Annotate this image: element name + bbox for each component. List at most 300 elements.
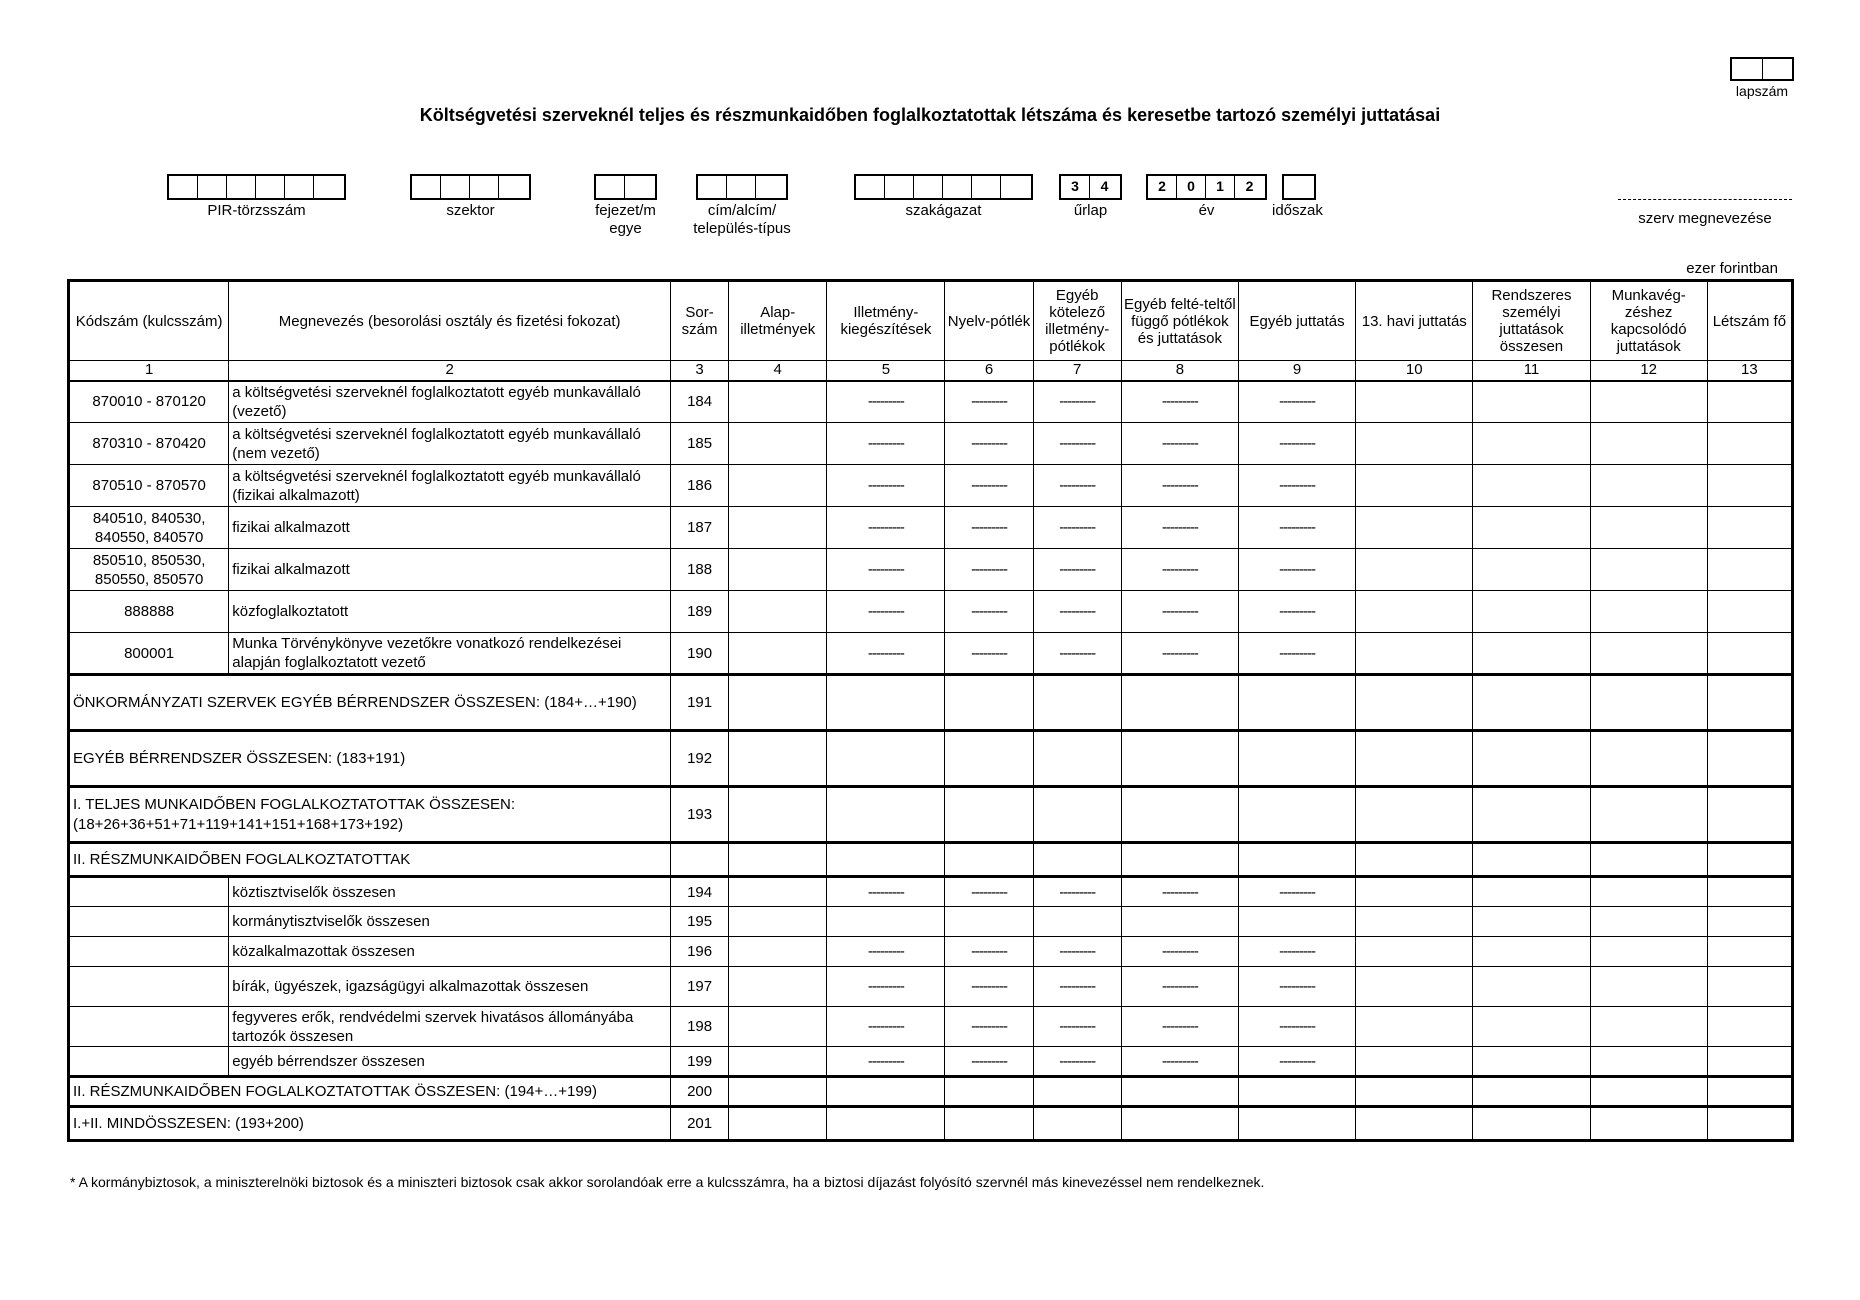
input-cell[interactable] — [827, 675, 945, 731]
szektor-label: szektor — [446, 202, 495, 219]
column-header-2: Megnevezés (besorolási osztály és fizetési fokozat) — [229, 281, 671, 361]
szakagazat-cell[interactable] — [914, 176, 943, 198]
table-row — [69, 423, 1793, 465]
empty-cell — [671, 843, 729, 877]
input-cell[interactable] — [1707, 423, 1792, 465]
na-cell: --------- — [1238, 937, 1355, 967]
na-cell: --------- — [1033, 381, 1121, 423]
total-row — [69, 1107, 1793, 1141]
input-cell[interactable] — [1707, 633, 1792, 675]
input-cell[interactable] — [729, 507, 827, 549]
szakagazat-cell[interactable] — [972, 176, 1001, 198]
input-cell[interactable] — [1473, 967, 1590, 1007]
na-cell: --------- — [1033, 465, 1121, 507]
szektor-field — [396, 174, 546, 220]
input-cell[interactable] — [1473, 591, 1590, 633]
na-cell: --------- — [1121, 423, 1238, 465]
input-cell[interactable] — [1590, 549, 1707, 591]
input-cell[interactable] — [1590, 1107, 1707, 1141]
na-cell: --------- — [1121, 381, 1238, 423]
name-cell: a költségvetési szerveknél foglalkoztatott egyéb munkavállaló (fizikai alkalmazott) — [229, 465, 671, 507]
input-cell[interactable] — [945, 1107, 1033, 1141]
input-cell[interactable] — [1356, 907, 1473, 937]
code-cell — [69, 1007, 229, 1047]
input-cell[interactable] — [1707, 1077, 1792, 1107]
input-cell[interactable] — [1121, 1107, 1238, 1141]
row-number-cell: 196 — [671, 937, 729, 967]
input-cell[interactable] — [1356, 731, 1473, 787]
input-cell[interactable] — [1356, 633, 1473, 675]
input-cell[interactable] — [1356, 465, 1473, 507]
szektor-cell[interactable] — [441, 176, 470, 198]
row-number-cell: 195 — [671, 907, 729, 937]
input-cell[interactable] — [945, 907, 1033, 937]
column-number-2: 2 — [229, 361, 671, 381]
input-cell[interactable] — [945, 731, 1033, 787]
input-cell[interactable] — [1033, 675, 1121, 731]
input-cell[interactable] — [1590, 1007, 1707, 1047]
na-cell: --------- — [1121, 633, 1238, 675]
na-cell: --------- — [1121, 591, 1238, 633]
organization-name-line[interactable] — [1618, 199, 1792, 200]
section-label: II. RÉSZMUNKAIDŐBEN FOGLALKOZTATOTTAK — [69, 843, 671, 877]
pir-torzsszam-boxes[interactable] — [167, 174, 346, 200]
na-cell: --------- — [945, 381, 1033, 423]
input-cell[interactable] — [1590, 423, 1707, 465]
na-cell: --------- — [1238, 507, 1355, 549]
input-cell[interactable] — [945, 1077, 1033, 1107]
code-cell — [69, 1047, 229, 1077]
code-cell: 800001 — [69, 633, 229, 675]
na-cell: --------- — [945, 633, 1033, 675]
table-row — [69, 967, 1793, 1007]
column-header-1: Kódszám (kulcsszám) — [69, 281, 229, 361]
name-cell: a költségvetési szerveknél foglalkoztatott egyéb munkavállaló (vezető) — [229, 381, 671, 423]
idoszak-cell[interactable] — [1284, 176, 1313, 198]
input-cell[interactable] — [729, 465, 827, 507]
input-cell[interactable] — [1473, 507, 1590, 549]
table-row — [69, 591, 1793, 633]
ev-boxes[interactable] — [1146, 174, 1267, 200]
code-cell: 870010 - 870120 — [69, 381, 229, 423]
input-cell[interactable] — [729, 633, 827, 675]
footnote: * A kormánybiztosok, a miniszterelnöki biztosok és a miniszteri biztosok csak akkor sorolandóak erre a kulcsszámra, ha a biztosi díjazást folyósító szervnél más kinevezéssel nem rendelkeznek. — [70, 1174, 1265, 1190]
na-cell: --------- — [1033, 507, 1121, 549]
urlap-cell[interactable]: 3 — [1061, 176, 1090, 198]
input-cell[interactable] — [1473, 907, 1590, 937]
input-cell[interactable] — [1590, 907, 1707, 937]
fejezet-field — [586, 174, 666, 238]
input-cell[interactable] — [1707, 967, 1792, 1007]
fejezet-cell[interactable] — [625, 176, 654, 198]
input-cell[interactable] — [1590, 787, 1707, 843]
input-cell[interactable] — [1356, 967, 1473, 1007]
input-cell[interactable] — [1473, 465, 1590, 507]
na-cell: --------- — [945, 967, 1033, 1007]
input-cell[interactable] — [1033, 787, 1121, 843]
urlap-boxes[interactable] — [1059, 174, 1122, 200]
szakagazat-cell[interactable] — [856, 176, 885, 198]
table-row — [69, 465, 1793, 507]
input-cell[interactable] — [1121, 787, 1238, 843]
column-header-13: Létszám fő — [1707, 281, 1792, 361]
unit-label: ezer forintban — [1686, 260, 1778, 277]
urlap-label: űrlap — [1073, 202, 1108, 219]
szakagazat-cell[interactable] — [885, 176, 914, 198]
input-cell[interactable] — [827, 1107, 945, 1141]
row-number-cell: 194 — [671, 877, 729, 907]
na-cell: --------- — [1238, 877, 1355, 907]
pir-torzsszam-cell[interactable] — [285, 176, 314, 198]
column-number-7: 7 — [1033, 361, 1121, 381]
row-number-cell: 190 — [671, 633, 729, 675]
code-cell: 840510, 840530, 840550, 840570 — [69, 507, 229, 549]
input-cell[interactable] — [729, 1007, 827, 1047]
input-cell[interactable] — [1033, 907, 1121, 937]
input-cell[interactable] — [1033, 1077, 1121, 1107]
input-cell[interactable] — [1590, 633, 1707, 675]
input-cell[interactable] — [1121, 1077, 1238, 1107]
na-cell: --------- — [945, 465, 1033, 507]
organization-name-field — [1618, 199, 1792, 227]
column-number-1: 1 — [69, 361, 229, 381]
input-cell[interactable] — [1473, 1077, 1590, 1107]
input-cell[interactable] — [1356, 1077, 1473, 1107]
column-number-6: 6 — [945, 361, 1033, 381]
row-number-cell: 189 — [671, 591, 729, 633]
input-cell[interactable] — [729, 787, 827, 843]
na-cell: --------- — [1033, 1047, 1121, 1077]
na-cell: --------- — [1121, 1007, 1238, 1047]
input-cell[interactable] — [1356, 1107, 1473, 1141]
empty-cell — [1121, 843, 1238, 877]
cim-alcim-cell[interactable] — [756, 176, 785, 198]
na-cell: --------- — [945, 1047, 1033, 1077]
input-cell[interactable] — [1238, 731, 1355, 787]
input-cell[interactable] — [827, 731, 945, 787]
ev-label: év — [1198, 202, 1215, 219]
na-cell: --------- — [827, 591, 945, 633]
name-cell: fegyveres erők, rendvédelmi szervek hivatásos állományába tartozók összesen — [229, 1007, 671, 1047]
ev-cell[interactable]: 1 — [1206, 176, 1235, 198]
input-cell[interactable] — [729, 423, 827, 465]
cim-alcim-cell[interactable] — [698, 176, 727, 198]
input-cell[interactable] — [1707, 591, 1792, 633]
ev-cell[interactable]: 2 — [1148, 176, 1177, 198]
na-cell: --------- — [827, 633, 945, 675]
row-number-cell: 188 — [671, 549, 729, 591]
na-cell: --------- — [1033, 937, 1121, 967]
column-header-7: Egyéb kötelező illetmény-pótlékok — [1033, 281, 1121, 361]
input-cell[interactable] — [1590, 967, 1707, 1007]
ev-cell[interactable]: 0 — [1177, 176, 1206, 198]
na-cell: --------- — [1238, 633, 1355, 675]
na-cell: --------- — [1121, 507, 1238, 549]
fejezet-cell[interactable] — [596, 176, 625, 198]
na-cell: --------- — [827, 465, 945, 507]
column-number-5: 5 — [827, 361, 945, 381]
input-cell[interactable] — [1473, 787, 1590, 843]
fejezet-boxes[interactable] — [594, 174, 657, 200]
urlap-cell[interactable]: 4 — [1100, 178, 1109, 194]
name-cell: köztisztviselők összesen — [229, 877, 671, 907]
empty-cell — [729, 843, 827, 877]
input-cell[interactable] — [1121, 907, 1238, 937]
input-cell[interactable] — [1590, 731, 1707, 787]
column-number-9: 9 — [1238, 361, 1355, 381]
na-cell: --------- — [1238, 1047, 1355, 1077]
szektor-cell[interactable] — [499, 176, 528, 198]
szakagazat-cell[interactable] — [1001, 176, 1030, 198]
total-row — [69, 731, 1793, 787]
input-cell[interactable] — [1707, 787, 1792, 843]
input-cell[interactable] — [729, 877, 827, 907]
input-cell[interactable] — [1473, 1047, 1590, 1077]
na-cell: --------- — [945, 591, 1033, 633]
input-cell[interactable] — [1707, 675, 1792, 731]
ev-cell[interactable]: 2 — [1245, 178, 1254, 194]
input-cell[interactable] — [1356, 423, 1473, 465]
input-cell[interactable] — [1707, 549, 1792, 591]
input-cell[interactable] — [1590, 1077, 1707, 1107]
row-number-cell: 192 — [671, 731, 729, 787]
input-cell[interactable] — [1033, 731, 1121, 787]
table-row — [69, 1047, 1793, 1077]
input-cell[interactable] — [827, 787, 945, 843]
input-cell[interactable] — [1473, 423, 1590, 465]
row-number-cell: 185 — [671, 423, 729, 465]
name-cell: fizikai alkalmazott — [229, 549, 671, 591]
input-cell[interactable] — [1356, 787, 1473, 843]
input-cell[interactable] — [729, 907, 827, 937]
name-cell: Munka Törvénykönyve vezetőkre vonatkozó rendelkezései alapján foglalkoztatott vezető — [229, 633, 671, 675]
input-cell[interactable] — [729, 937, 827, 967]
input-cell[interactable] — [945, 787, 1033, 843]
na-cell: --------- — [827, 1007, 945, 1047]
input-cell[interactable] — [729, 675, 827, 731]
idoszak-label: időszak — [1272, 202, 1323, 219]
code-cell: 870510 - 870570 — [69, 465, 229, 507]
input-cell[interactable] — [1473, 877, 1590, 907]
total-label: I.+II. MINDÖSSZESEN: (193+200) — [69, 1107, 671, 1141]
input-cell[interactable] — [827, 907, 945, 937]
empty-cell — [945, 843, 1033, 877]
idoszak-boxes[interactable] — [1282, 174, 1316, 200]
input-cell[interactable] — [729, 591, 827, 633]
input-cell[interactable] — [1707, 937, 1792, 967]
input-cell[interactable] — [1473, 1107, 1590, 1141]
input-cell[interactable] — [1590, 591, 1707, 633]
pir-torzsszam-label: PIR-törzsszám — [207, 202, 306, 219]
input-cell[interactable] — [729, 1107, 827, 1141]
szektor-cell[interactable] — [412, 176, 441, 198]
input-cell[interactable] — [1238, 1107, 1355, 1141]
na-cell: --------- — [1033, 1007, 1121, 1047]
input-cell[interactable] — [1356, 937, 1473, 967]
input-cell[interactable] — [1356, 1007, 1473, 1047]
total-label: I. TELJES MUNKAIDŐBEN FOGLALKOZTATOTTAK ÖSSZESEN: (18+26+36+51+71+119+141+151+168+173+192) — [69, 787, 671, 843]
column-number-8: 8 — [1121, 361, 1238, 381]
na-cell: --------- — [827, 381, 945, 423]
input-cell[interactable] — [1707, 731, 1792, 787]
input-cell[interactable] — [729, 549, 827, 591]
organization-name-label: szerv megnevezése — [1638, 210, 1772, 227]
input-cell[interactable] — [1707, 1107, 1792, 1141]
na-cell: --------- — [1033, 423, 1121, 465]
column-header-12: Munkavég-zéshez kapcsolódó juttatások — [1590, 281, 1707, 361]
input-cell[interactable] — [1707, 507, 1792, 549]
column-header-4: Alap-illetmények — [729, 281, 827, 361]
input-cell[interactable] — [1121, 731, 1238, 787]
urlap-field — [1057, 174, 1125, 220]
input-cell[interactable] — [1473, 381, 1590, 423]
input-cell[interactable] — [1707, 381, 1792, 423]
input-cell[interactable] — [1238, 1077, 1355, 1107]
input-cell[interactable] — [1590, 675, 1707, 731]
empty-cell — [1238, 843, 1355, 877]
input-cell[interactable] — [827, 1077, 945, 1107]
total-label: II. RÉSZMUNKAIDŐBEN FOGLALKOZTATOTTAK ÖSSZESEN: (194+…+199) — [69, 1077, 671, 1107]
input-cell[interactable] — [1590, 877, 1707, 907]
pir-torzsszam-cell[interactable] — [256, 176, 285, 198]
total-row — [69, 675, 1793, 731]
row-number-cell: 199 — [671, 1047, 729, 1077]
cim-alcim-boxes[interactable] — [696, 174, 788, 200]
page-number-boxes[interactable] — [1730, 57, 1794, 81]
na-cell: --------- — [945, 1007, 1033, 1047]
input-cell[interactable] — [1473, 937, 1590, 967]
input-cell[interactable] — [1590, 465, 1707, 507]
column-header-9: Egyéb juttatás — [1238, 281, 1355, 361]
table-row — [69, 549, 1793, 591]
input-cell[interactable] — [1473, 549, 1590, 591]
na-cell: --------- — [1121, 937, 1238, 967]
input-cell[interactable] — [1238, 787, 1355, 843]
row-number-cell: 187 — [671, 507, 729, 549]
row-number-cell: 184 — [671, 381, 729, 423]
na-cell: --------- — [945, 507, 1033, 549]
page-number-field — [1730, 57, 1794, 99]
input-cell[interactable] — [729, 381, 827, 423]
code-cell: 870310 - 870420 — [69, 423, 229, 465]
pir-torzsszam-cell[interactable] — [227, 176, 256, 198]
column-number-12: 12 — [1590, 361, 1707, 381]
table-row — [69, 937, 1793, 967]
idoszak-field — [1272, 174, 1340, 220]
input-cell[interactable] — [729, 731, 827, 787]
na-cell: --------- — [827, 507, 945, 549]
szektor-cell[interactable] — [470, 176, 499, 198]
na-cell: --------- — [1238, 423, 1355, 465]
input-cell[interactable] — [1707, 1047, 1792, 1077]
column-header-6: Nyelv-pótlék — [945, 281, 1033, 361]
input-cell[interactable] — [1590, 1047, 1707, 1077]
na-cell: --------- — [1033, 591, 1121, 633]
szakagazat-cell[interactable] — [943, 176, 972, 198]
column-number-11: 11 — [1473, 361, 1590, 381]
input-cell[interactable] — [1356, 877, 1473, 907]
na-cell: --------- — [1121, 967, 1238, 1007]
name-cell: fizikai alkalmazott — [229, 507, 671, 549]
table-row — [69, 507, 1793, 549]
szakagazat-boxes[interactable] — [854, 174, 1033, 200]
row-number-cell: 186 — [671, 465, 729, 507]
input-cell[interactable] — [1356, 381, 1473, 423]
na-cell: --------- — [827, 937, 945, 967]
input-cell[interactable] — [1707, 877, 1792, 907]
pir-torzsszam-cell[interactable] — [198, 176, 227, 198]
input-cell[interactable] — [1590, 507, 1707, 549]
na-cell: --------- — [1121, 1047, 1238, 1077]
input-cell[interactable] — [1238, 907, 1355, 937]
input-cell[interactable] — [1238, 675, 1355, 731]
table-row — [69, 907, 1793, 937]
row-number-cell: 200 — [671, 1077, 729, 1107]
input-cell[interactable] — [729, 967, 827, 1007]
input-cell[interactable] — [1707, 465, 1792, 507]
szektor-boxes[interactable] — [410, 174, 531, 200]
input-cell[interactable] — [1473, 633, 1590, 675]
form-title: Költségvetési szerveknél teljes és részmunkaidőben foglalkoztatottak létszáma és keresetbe tartozó személyi juttatásai — [419, 105, 1441, 125]
empty-cell — [1033, 843, 1121, 877]
input-cell[interactable] — [1707, 907, 1792, 937]
na-cell: --------- — [1121, 877, 1238, 907]
input-cell[interactable] — [1356, 675, 1473, 731]
na-cell: --------- — [1238, 549, 1355, 591]
na-cell: --------- — [1121, 549, 1238, 591]
row-number-cell: 191 — [671, 675, 729, 731]
input-cell[interactable] — [1707, 1007, 1792, 1047]
szakagazat-label: szakágazat — [905, 202, 982, 219]
input-cell[interactable] — [1473, 731, 1590, 787]
table-row — [69, 381, 1793, 423]
na-cell: --------- — [945, 423, 1033, 465]
section-header-row — [69, 843, 1793, 877]
input-cell[interactable] — [1590, 381, 1707, 423]
column-number-4: 4 — [729, 361, 827, 381]
cim-alcim-cell[interactable] — [727, 176, 756, 198]
input-cell[interactable] — [1121, 675, 1238, 731]
na-cell: --------- — [827, 423, 945, 465]
input-cell[interactable] — [1356, 591, 1473, 633]
na-cell: --------- — [827, 877, 945, 907]
input-cell[interactable] — [1356, 549, 1473, 591]
column-number-13: 13 — [1707, 361, 1792, 381]
column-header-8: Egyéb felté-teltől függő pótlékok és juttatások — [1121, 281, 1238, 361]
data-table — [67, 279, 1794, 1142]
input-cell[interactable] — [1356, 1047, 1473, 1077]
column-header-3: Sor-szám — [671, 281, 729, 361]
input-cell[interactable] — [729, 1077, 827, 1107]
name-cell: egyéb bérrendszer összesen — [229, 1047, 671, 1077]
input-cell[interactable] — [1033, 1107, 1121, 1141]
code-cell: 850510, 850530, 850550, 850570 — [69, 549, 229, 591]
na-cell: --------- — [945, 549, 1033, 591]
input-cell[interactable] — [1473, 675, 1590, 731]
input-cell[interactable] — [945, 675, 1033, 731]
input-cell[interactable] — [1473, 1007, 1590, 1047]
input-cell[interactable] — [1356, 507, 1473, 549]
column-header-10: 13. havi juttatás — [1356, 281, 1473, 361]
na-cell: --------- — [1033, 877, 1121, 907]
table-row — [69, 1007, 1793, 1047]
pir-torzsszam-cell[interactable] — [169, 176, 198, 198]
input-cell[interactable] — [1590, 937, 1707, 967]
page-number-label: lapszám — [1735, 83, 1789, 99]
input-cell[interactable] — [729, 1047, 827, 1077]
table-row — [69, 633, 1793, 675]
pir-torzsszam-cell[interactable] — [314, 176, 343, 198]
